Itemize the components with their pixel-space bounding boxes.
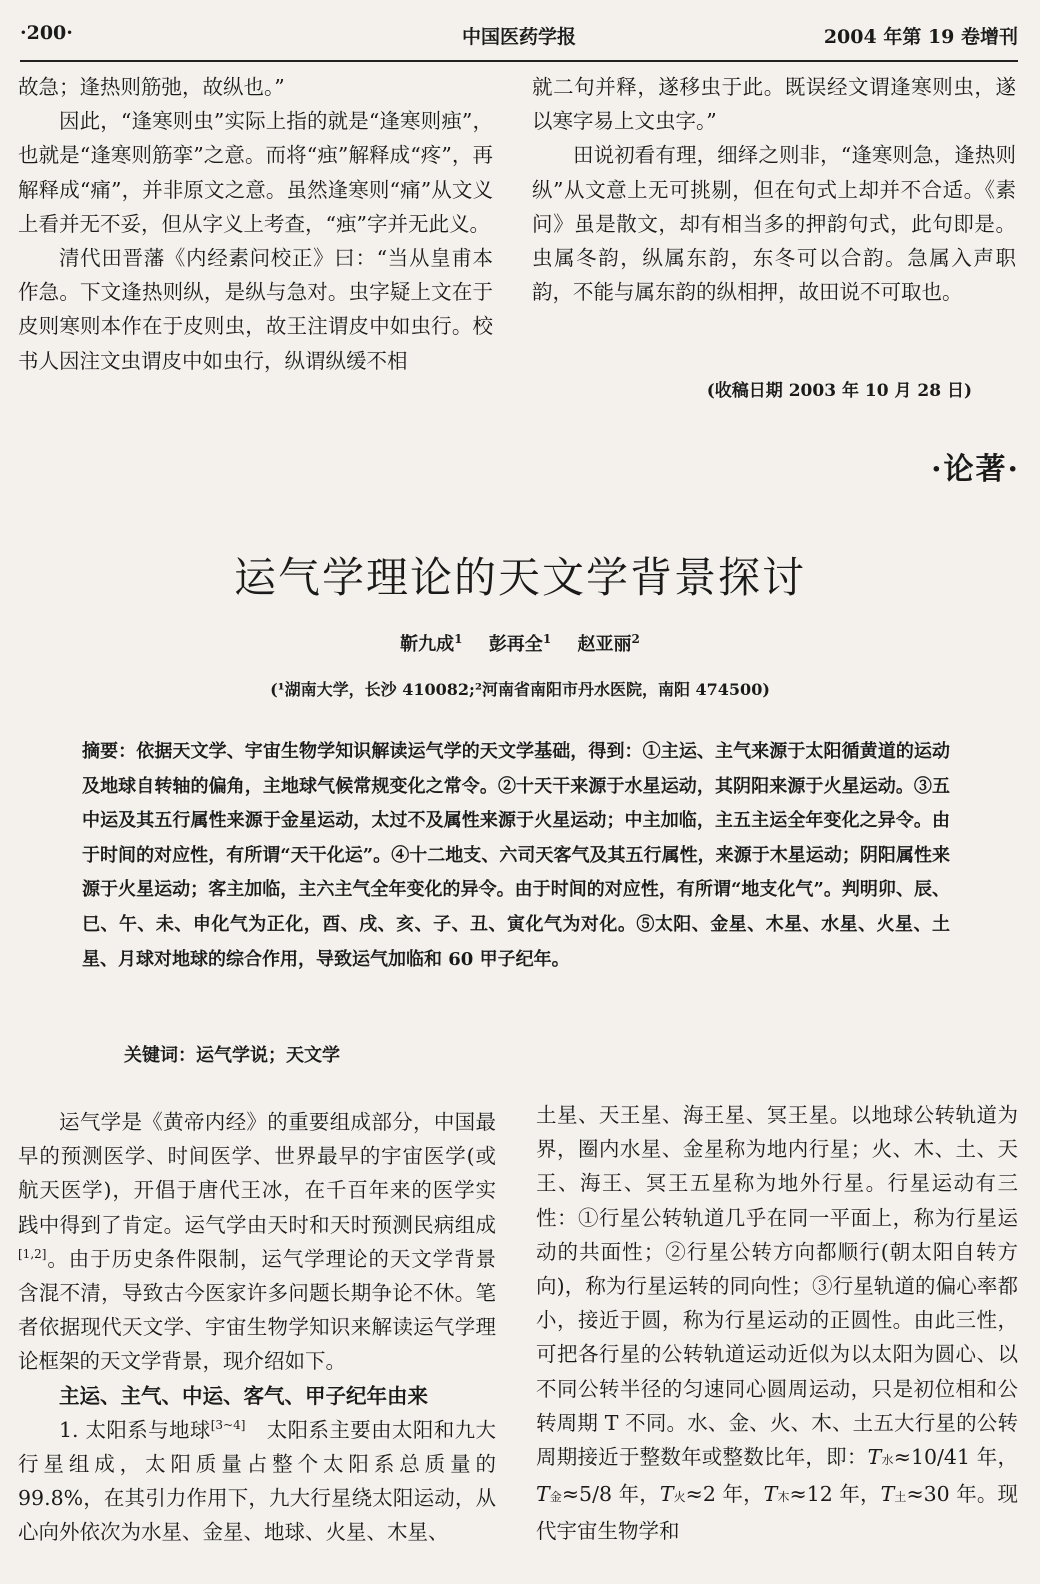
paragraph: 土星、天王星、海王星、冥王星。以地球公转轨道为界，圈内水星、金星称为地内行星；火、木、土、天王、海王、冥王五星称为地外行星。行星运动有三性：①行星公转轨道几乎在同一平面上，称为行星运动的共面性；②行星公转方向都顺行(朝太阳自转方向)，称为行星运转的同向性；③行星轨道的偏心率都小，接近于圆，称为行星运动的正圆性。由此三性，可把各行星的公转轨道运动近似为以太阳为圆心、以不同公转半径的匀速同心圆周运动，只是初位相和公转周期 T 不同。水、金、火、木、土五大行星的公转周期接近于整数年或整数比年，即：T水≈10/41 年，T金≈5/8 年，T火≈2 年，T木≈12 年，T土≈30 年。现代宇宙生物学和	[536, 1103, 1018, 1544]
paragraph: 田说初看有理，细绎之则非，“逢寒则急，逢热则纵”从文意上无可挑剔，但在句式上却并不合适。《素问》虽是散文，却有相当多的押韵句式，此句即是。虫属冬韵，纵属东韵，东冬可以合韵。急属入声职韵，不能与属东韵的纵相押，故田说不可取也。	[532, 143, 1016, 305]
received-date: (收稿日期 2003 年 10 月 28 日)	[706, 381, 972, 401]
paragraph: 1. 太阳系与地球[3~4] 太阳系主要由太阳和九大行星组成，太阳质量占整个太阳系总质量的 99.8%，在其引力作用下，九大行星绕太阳运动，从心向外依次为水星、金星、地球、火星、木星、	[18, 1417, 497, 1545]
article-title: 运气学理论的天文学背景探讨	[233, 553, 806, 602]
author: 靳九成$^1$	[400, 632, 463, 655]
abstract-label: 摘要：	[82, 741, 137, 762]
paragraph: 就二句并释，遂移虫于此。既误经文谓逢寒则虫，遂以寒字易上文虫字。”	[532, 75, 1016, 134]
citation: [1,2]	[18, 1246, 47, 1261]
keywords-text: 运气学说；天文学	[196, 1045, 340, 1066]
previous-article-right-column	[532, 70, 1016, 309]
paragraph: 故急；逢热则筋弛，故纵也。”	[18, 75, 285, 99]
author-list	[0, 630, 1040, 656]
page-number: ·200·	[20, 22, 73, 44]
author: 彭再全$^1$	[488, 632, 552, 655]
section-heading: 主运、主气、中运、客气、甲子纪年由来	[59, 1383, 428, 1408]
journal-name: 中国医药学报	[461, 26, 576, 48]
keywords	[124, 1041, 340, 1067]
body-left-column	[18, 1105, 496, 1550]
issue-info: 2004 年第 19 卷增刊	[823, 26, 1018, 48]
affiliation: (¹湖南大学，长沙 410082;²河南省南阳市丹水医院，南阳 474500)	[270, 680, 770, 699]
section-tag: ·论著·	[931, 452, 1020, 487]
body-right-column	[536, 1098, 1018, 1549]
paragraph: 清代田晋藩《内经素问校正》曰：“当从皇甫本作急。下文逢热则纵，是纵与急对。虫字疑上文在于皮则寒则本作在于皮则虫，故王注谓皮中如虫行。校书人因注文虫谓皮中如虫行，纵谓纵缓不相	[18, 246, 493, 373]
header-rule	[20, 60, 1018, 62]
running-header	[20, 22, 1018, 52]
paragraph: 因此，“逢寒则虫”实际上指的就是“逢寒则痋”，也就是“逢寒则筋挛”之意。而将“痋”解释成“疼”，再解释成“痛”，并非原文之意。虽然逢寒则“痛”从文义上看并无不妥，但从字义上考查，“痋”字并无此义。	[18, 109, 493, 236]
citation: [3~4]	[210, 1418, 246, 1432]
author: 赵亚丽$^2$	[577, 632, 640, 655]
abstract	[82, 735, 950, 977]
keywords-label: 关键词：	[124, 1045, 196, 1066]
previous-article-left-column	[18, 70, 493, 378]
abstract-text: 依据天文学、宇宙生物学知识解读运气学的天文学基础，得到：①主运、主气来源于太阳循黄道的运动及地球自转轴的偏角，主地球气候常规变化之常令。②十天干来源于水星运动，其阴阳来源于火星运动。③五中运及其五行属性来源于金星运动，太过不及属性来源于火星运动；中主加临，主五主运全年变化之异令。由于时间的对应性，有所谓“天干化运”。④十二地支、六司天客气及其五行属性，来源于木星运动；阴阳属性来源于火星运动；客主加临，主六主气全年变化的异令。由于时间的对应性，有所谓“地支化气”。判明卯、辰、巳、午、未、申化气为正化，酉、戌、亥、子、丑、寅化气为对化。⑤太阳、金星、木星、水星、火星、土星、月球对地球的综合作用，导致运气加临和 60 甲子纪年。	[82, 741, 951, 970]
paragraph: 运气学是《黄帝内经》的重要组成部分，中国最早的预测医学、时间医学、世界最早的宇宙医学(或航天医学)，开倡于唐代王冰，在千百年来的医学实践中得到了肯定。运气学由天时和天时预测民病组成[1,2]。由于历史条件限制，运气学理论的天文学背景含混不清，导致古今医家许多问题长期争论不休。笔者依据现代天文学、宇宙生物学知识来解读运气学理论框架的天文学背景，现介绍如下。	[18, 1110, 496, 1374]
